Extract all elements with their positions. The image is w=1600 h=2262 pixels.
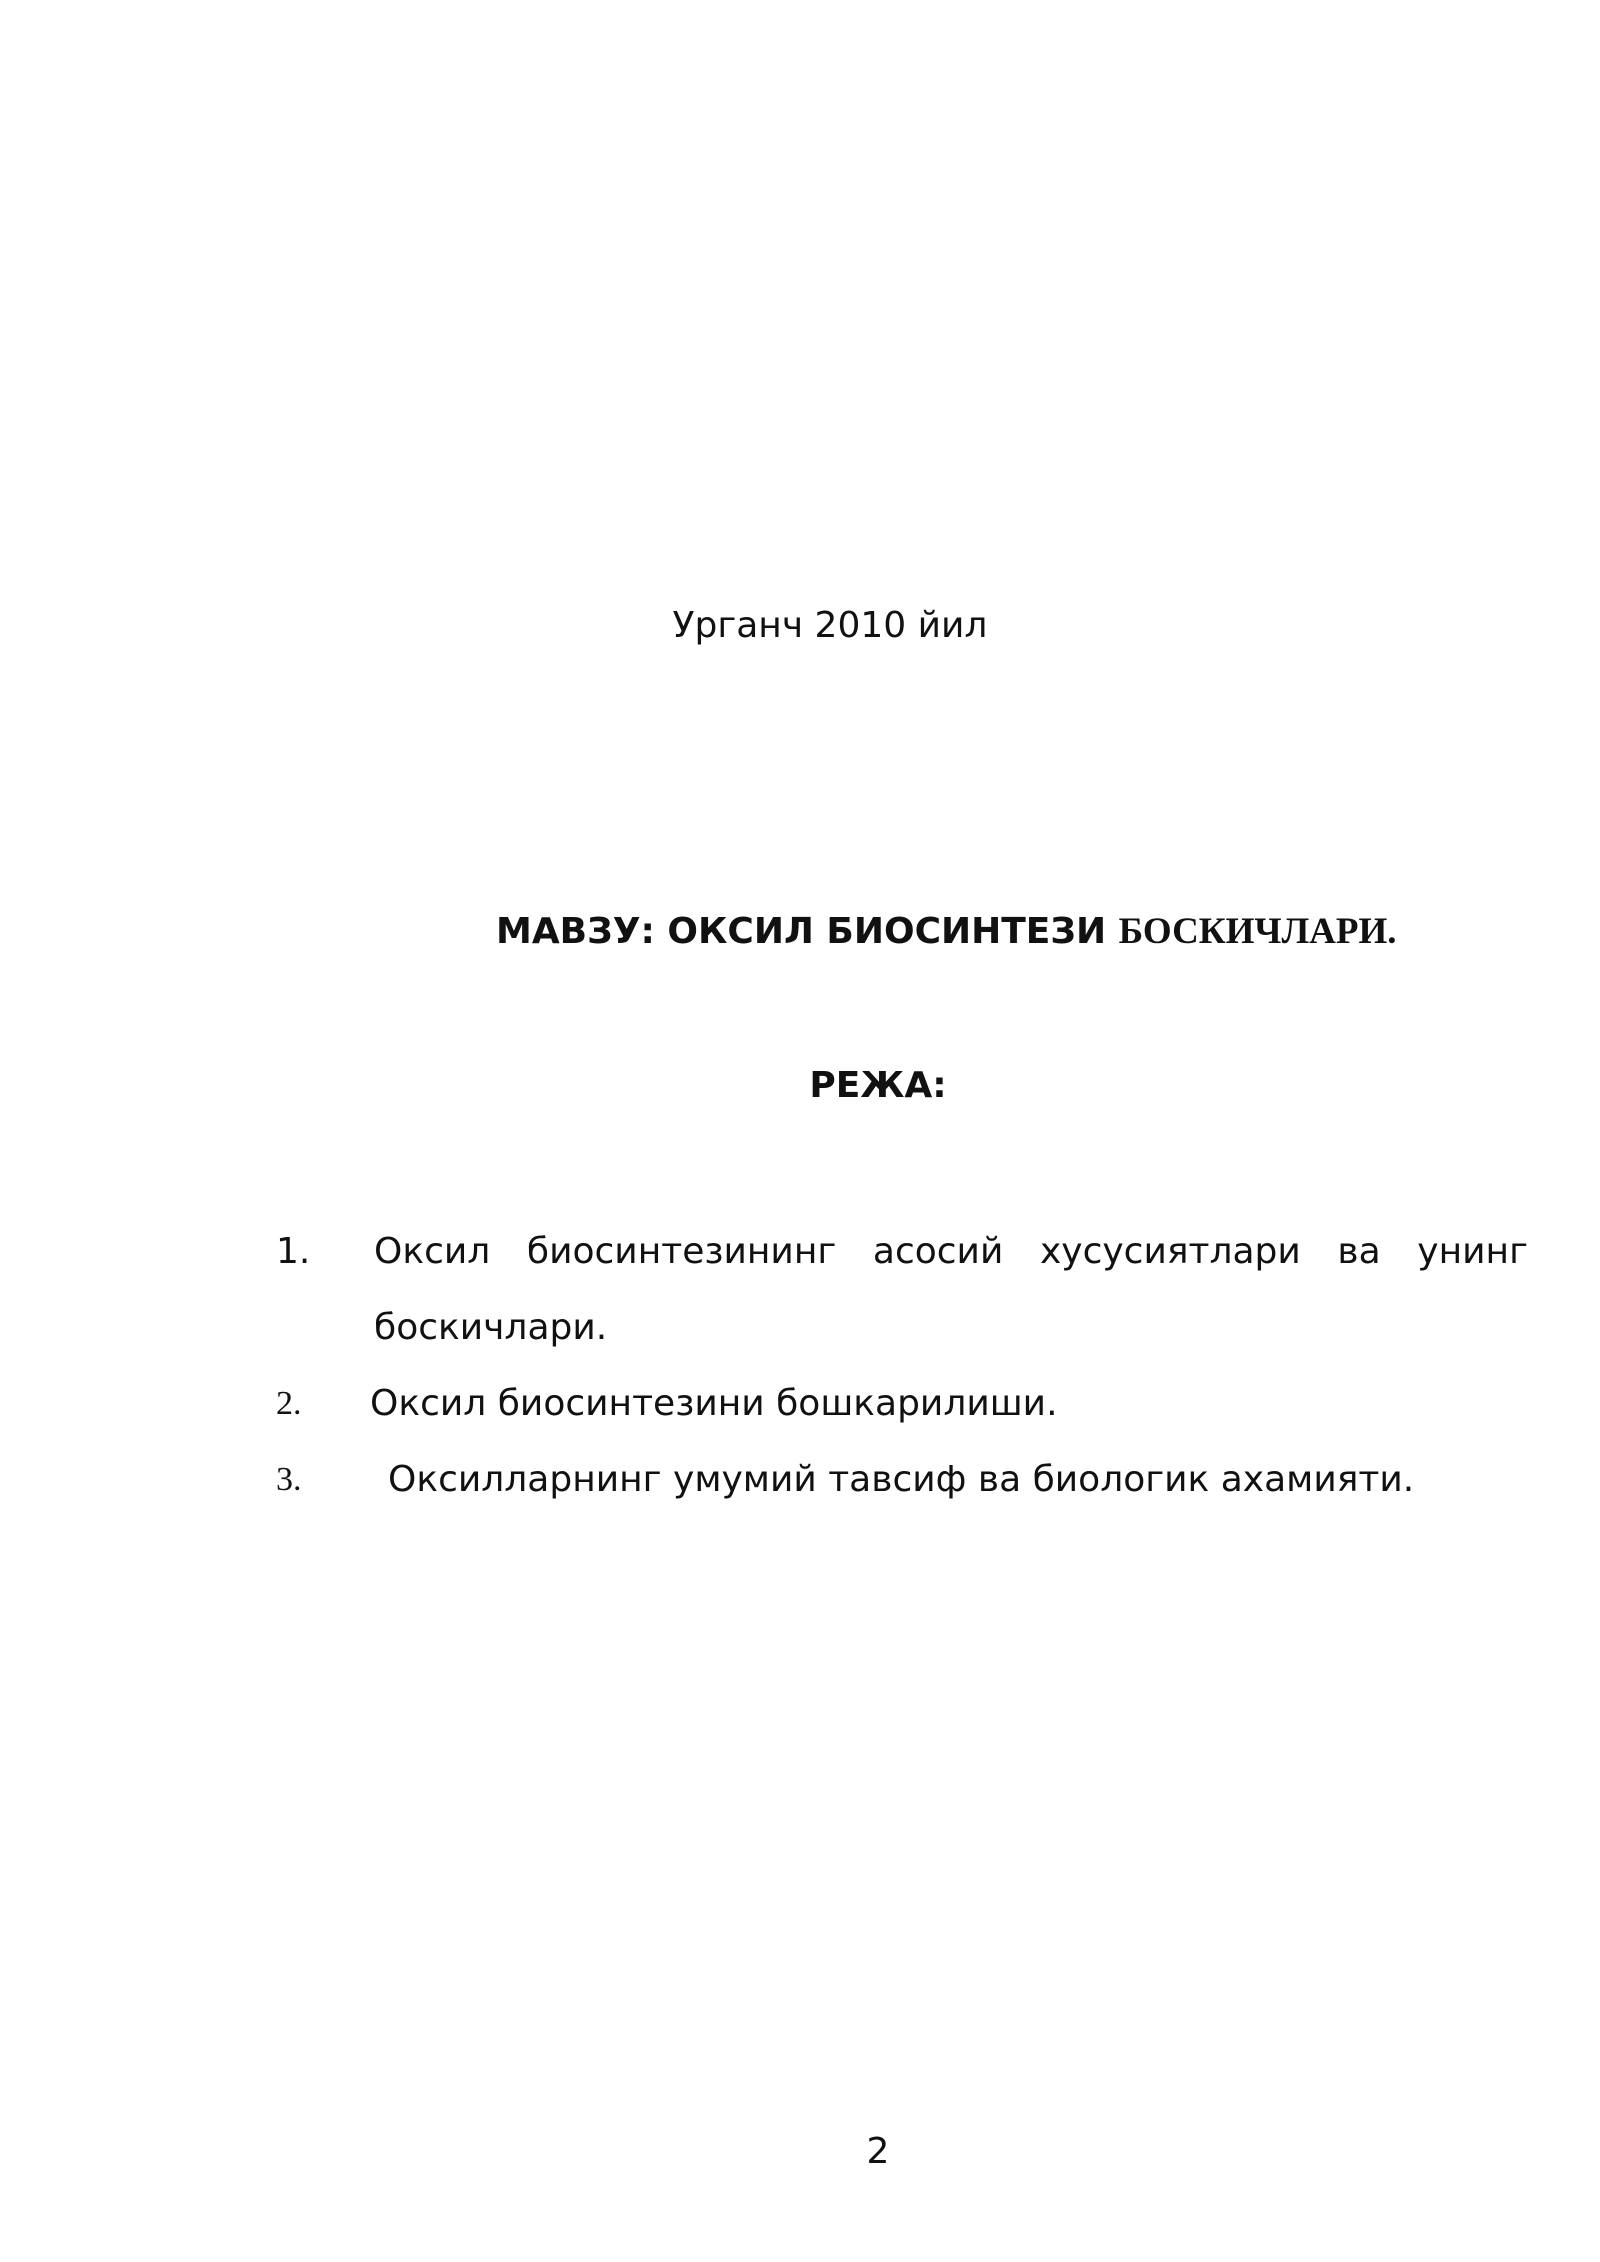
topic-title — [496, 908, 1396, 956]
plan-item-number: 3. — [276, 1461, 302, 1498]
topic-title-prefix: МАВЗУ: ОКСИЛ БИОСИНТЕЗИ — [496, 911, 1119, 952]
page-number: 2 — [866, 2131, 890, 2172]
topic-title-suffix: БОСКИЧЛАРИ. — [1118, 911, 1397, 952]
plan-item-number: 2. — [276, 1385, 302, 1422]
plan-list — [276, 1214, 1528, 1518]
plan-item-number: 1. — [276, 1231, 311, 1272]
plan-item-text: Оксил биосинтезининг асосий хусусиятлари ва унинг боскичлари. — [374, 1231, 1528, 1348]
plan-heading: РЕЖА: — [809, 1065, 947, 1106]
plan-item-text: Оксилларнинг умумий тавсиф ва биологик ахамияти. — [388, 1459, 1415, 1500]
city-year-line: Урганч 2010 йил — [672, 605, 988, 646]
plan-item-2 — [276, 1366, 1528, 1442]
plan-item-3 — [276, 1442, 1528, 1518]
plan-item-text: Оксил биосинтезини бошкарилиши. — [370, 1383, 1058, 1424]
plan-item-1 — [276, 1214, 1528, 1366]
